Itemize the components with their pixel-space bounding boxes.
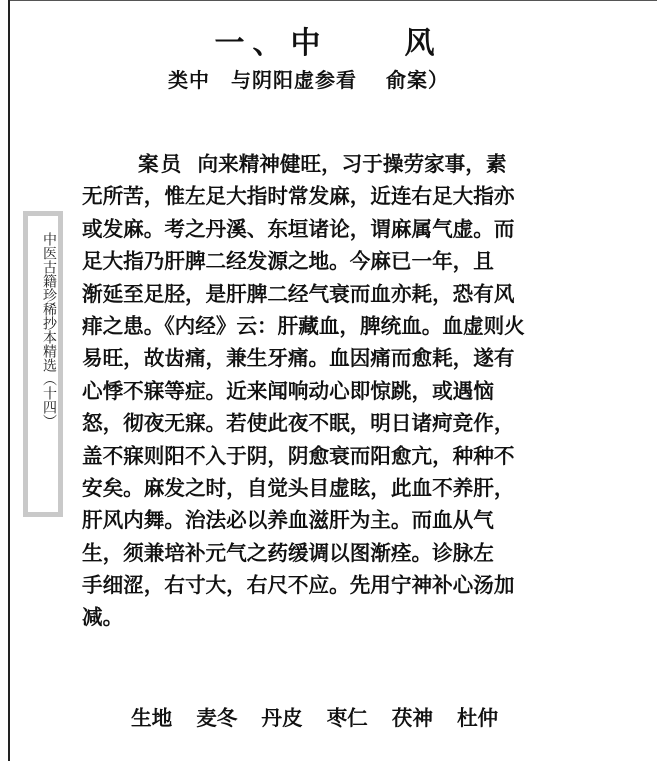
herb-item: 麦冬 [196, 706, 238, 730]
herb-item: 杜仲 [456, 706, 499, 730]
body-line: 渐延至足胫，是肝脾二经气衰而血亦耗，恐有风 [82, 281, 515, 306]
left-border-line [8, 0, 10, 761]
body-line: 手细涩，右寸大，右尺不应。先用宁神补心汤加 [82, 573, 515, 598]
herb-item: 生地 [131, 706, 173, 730]
body-line: 怒，彻夜无寐。若使此夜不眠，明日诸疴竞作， [82, 411, 515, 436]
body-line: 减。 [82, 605, 124, 630]
case-body [82, 148, 582, 634]
body-line: 心悸不寐等症。近来闻响动心即惊跳，或遇恼 [82, 378, 494, 403]
body-line: 易旺，故齿痛，兼生牙痛。血因痛而愈耗，遂有 [82, 346, 515, 371]
body-line: 肝风内舞。治法必以养血滋肝为主。而血从气 [82, 508, 494, 533]
herb-item: 丹皮 [261, 706, 303, 730]
series-side-label [23, 211, 63, 517]
body-line: 无所苦，惟左足大指时常发麻，近连右足大指亦 [82, 184, 515, 209]
herb-item: 茯神 [391, 706, 433, 730]
body-line: 或发麻。考之丹溪、东垣诸论，谓麻属气虚。而 [82, 216, 515, 241]
chapter-subtitle: 类中 与阴阳虚参看 俞案） [168, 68, 449, 92]
herb-item: 枣仁 [326, 706, 368, 730]
herb-list [131, 701, 498, 731]
top-border-line [8, 0, 657, 1]
body-line-text: 向来精神健旺，习于操劳家事，素 [197, 152, 507, 176]
case-label: 案员 [138, 152, 184, 176]
body-line [82, 148, 582, 180]
body-line: 盖不寐则阳不入于阴，阴愈衰而阳愈亢，种种不 [82, 443, 515, 468]
body-line: 生，须兼培补元气之药缓调以图渐痊。诊脉左 [82, 540, 494, 565]
series-side-label-text: 中医古籍珍稀抄本精选（十四） [41, 232, 57, 428]
chapter-title: 一、中 风 [214, 26, 443, 61]
body-line: 痱之患。《内经》云：肝藏血，脾统血。血虚则火 [82, 313, 525, 338]
body-line: 足大指乃肝脾二经发源之地。今麻已一年，且 [82, 249, 494, 274]
body-line: 安矣。麻发之时，自觉头目虚眩，此血不养肝， [82, 475, 515, 500]
